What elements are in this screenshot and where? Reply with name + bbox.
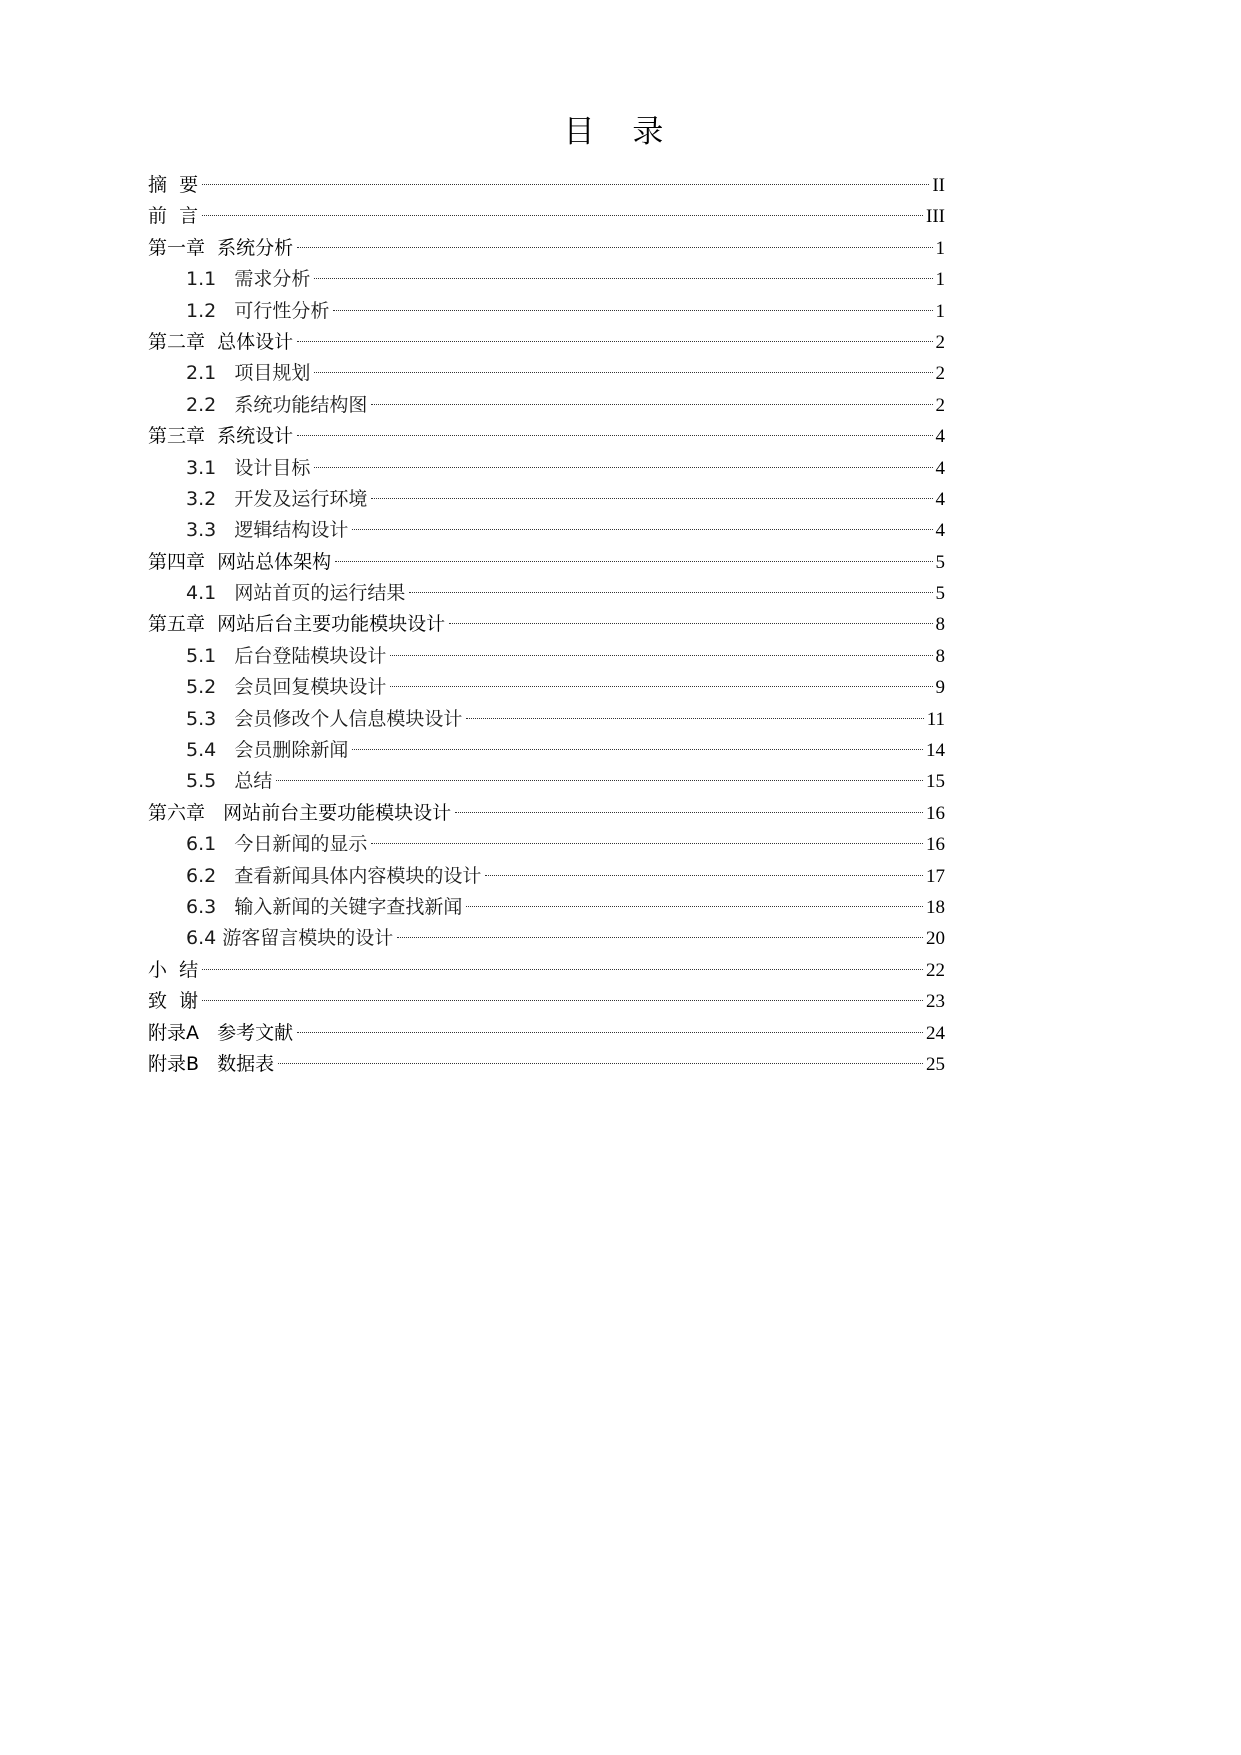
toc-dot-leader: [352, 529, 932, 530]
toc-entry-label: 附录B 数据表: [148, 1052, 275, 1075]
toc-entry-label: 6.1 今日新闻的显示: [186, 833, 368, 856]
toc-entry-page-number: 23: [926, 991, 945, 1013]
toc-section-entry[interactable]: [148, 923, 945, 954]
toc-chapter-entry[interactable]: [148, 233, 945, 264]
toc-dot-leader: [449, 623, 932, 624]
toc-entry-page-number: 25: [926, 1053, 945, 1075]
toc-entry-page-number: 4: [935, 520, 945, 542]
toc-dot-leader: [314, 467, 932, 468]
toc-section-entry[interactable]: [148, 892, 945, 923]
toc-entry-label: 前 言: [148, 205, 199, 228]
toc-entry-label: 5.3 会员修改个人信息模块设计: [186, 707, 463, 730]
toc-section-entry[interactable]: [148, 484, 945, 515]
toc-entry-page-number: 16: [926, 834, 945, 856]
toc-entry-label: 5.4 会员删除新闻: [186, 739, 349, 762]
toc-list: [148, 170, 945, 1080]
toc-entry-label: 小 结: [148, 958, 199, 981]
toc-entry-page-number: 9: [935, 677, 945, 699]
toc-section-entry[interactable]: [148, 829, 945, 860]
toc-chapter-entry[interactable]: [148, 609, 945, 640]
toc-entry-page-number: 1: [935, 300, 945, 322]
toc-entry-label: 3.1 设计目标: [186, 456, 311, 479]
toc-dot-leader: [455, 812, 923, 813]
toc-entry-page-number: 18: [926, 896, 945, 918]
toc-dot-leader: [371, 498, 932, 499]
toc-section-entry[interactable]: [148, 264, 945, 295]
toc-dot-leader: [335, 561, 932, 562]
toc-entry-label: 3.2 开发及运行环境: [186, 487, 368, 510]
toc-section-entry[interactable]: [148, 641, 945, 672]
toc-entry-page-number: 4: [935, 457, 945, 479]
toc-dot-leader: [466, 718, 923, 719]
toc-dot-leader: [202, 1000, 923, 1001]
toc-entry-label: 附录A 参考文献: [148, 1021, 294, 1044]
toc-dot-leader: [314, 372, 932, 373]
toc-dot-leader: [466, 906, 923, 907]
toc-section-entry[interactable]: [148, 515, 945, 546]
toc-entry-label: 6.2 查看新闻具体内容模块的设计: [186, 864, 482, 887]
toc-entry-page-number: 24: [926, 1022, 945, 1044]
toc-entry-page-number: 22: [926, 959, 945, 981]
toc-entry-label: 致 谢: [148, 990, 199, 1013]
toc-entry-label: 第二章 总体设计: [148, 330, 294, 353]
toc-entry-label: 第三章 系统设计: [148, 425, 294, 448]
toc-dot-leader: [397, 937, 923, 938]
toc-section-entry[interactable]: [148, 766, 945, 797]
toc-entry-page-number: 2: [935, 331, 945, 353]
toc-dot-leader: [297, 341, 932, 342]
toc-section-entry[interactable]: [148, 861, 945, 892]
toc-entry-page-number: 4: [935, 426, 945, 448]
toc-entry-page-number: 11: [926, 708, 945, 730]
toc-title: 目 录: [563, 114, 678, 150]
toc-entry-label: 2.1 项目规划: [186, 362, 311, 385]
toc-entry-label: 摘 要: [148, 174, 199, 196]
toc-section-entry[interactable]: [148, 735, 945, 766]
toc-chapter-entry[interactable]: [148, 798, 945, 829]
toc-dot-leader: [390, 655, 932, 656]
toc-dot-leader: [202, 969, 923, 970]
toc-entry-label: 6.4 游客留言模块的设计: [186, 927, 394, 950]
toc-entry-label: 5.1 后台登陆模块设计: [186, 644, 387, 667]
toc-chapter-entry[interactable]: [148, 201, 945, 232]
toc-entry-page-number: 20: [926, 928, 945, 950]
toc-entry-label: 3.3 逻辑结构设计: [186, 519, 349, 542]
toc-entry-page-number: 2: [935, 363, 945, 385]
toc-entry-label: 第四章 网站总体架构: [148, 550, 332, 573]
toc-dot-leader: [276, 780, 923, 781]
toc-entry-page-number: 5: [935, 551, 945, 573]
toc-entry-page-number: II: [932, 175, 945, 196]
toc-dot-leader: [485, 875, 923, 876]
toc-entry-label: 1.2 可行性分析: [186, 299, 330, 322]
toc-entry-label: 2.2 系统功能结构图: [186, 393, 368, 416]
toc-entry-label: 5.2 会员回复模块设计: [186, 676, 387, 699]
toc-section-entry[interactable]: [148, 296, 945, 327]
toc-dot-leader: [278, 1063, 923, 1064]
toc-section-entry[interactable]: [148, 358, 945, 389]
toc-chapter-entry[interactable]: [148, 421, 945, 452]
toc-chapter-entry[interactable]: [148, 547, 945, 578]
toc-chapter-entry[interactable]: [148, 1018, 945, 1049]
toc-section-entry[interactable]: [148, 390, 945, 421]
toc-entry-label: 4.1 网站首页的运行结果: [186, 582, 406, 605]
toc-entry-page-number: 14: [926, 740, 945, 762]
toc-dot-leader: [409, 592, 932, 593]
toc-entry-label: 5.5 总结: [186, 770, 273, 793]
toc-dot-leader: [371, 843, 923, 844]
toc-dot-leader: [297, 435, 932, 436]
toc-entry-label: 1.1 需求分析: [186, 268, 311, 291]
toc-chapter-entry[interactable]: [148, 986, 945, 1017]
toc-entry-page-number: 2: [935, 394, 945, 416]
toc-dot-leader: [297, 247, 932, 248]
toc-entry-page-number: 17: [926, 865, 945, 887]
toc-dot-leader: [371, 404, 932, 405]
toc-entry-page-number: 8: [935, 645, 945, 667]
toc-dot-leader: [202, 184, 929, 185]
toc-section-entry[interactable]: [148, 453, 945, 484]
toc-section-entry[interactable]: [148, 704, 945, 735]
toc-entry-label: 6.3 输入新闻的关键字查找新闻: [186, 895, 463, 918]
toc-entry-label: 第六章 网站前台主要功能模块设计: [148, 801, 452, 824]
toc-dot-leader: [314, 278, 932, 279]
toc-entry-page-number: 16: [926, 802, 945, 824]
toc-dot-leader: [352, 749, 923, 750]
toc-dot-leader: [390, 686, 932, 687]
toc-entry-page-number: 15: [926, 771, 945, 793]
toc-section-entry[interactable]: [148, 578, 945, 609]
toc-entry-page-number: III: [926, 206, 945, 228]
toc-dot-leader: [202, 215, 923, 216]
toc-entry-page-number: 4: [935, 488, 945, 510]
toc-dot-leader: [297, 1032, 923, 1033]
toc-entry-page-number: 8: [935, 614, 945, 636]
toc-entry-label: 第一章 系统分析: [148, 236, 294, 259]
toc-entry-label: 第五章 网站后台主要功能模块设计: [148, 613, 446, 636]
toc-section-entry[interactable]: [148, 672, 945, 703]
toc-chapter-entry[interactable]: [148, 327, 945, 358]
toc-chapter-entry[interactable]: [148, 955, 945, 986]
toc-dot-leader: [333, 310, 932, 311]
toc-entry-page-number: 5: [935, 583, 945, 605]
toc-entry-page-number: 1: [935, 237, 945, 259]
toc-chapter-entry[interactable]: [148, 170, 945, 201]
toc-entry-page-number: 1: [935, 269, 945, 291]
toc-chapter-entry[interactable]: [148, 1049, 945, 1080]
